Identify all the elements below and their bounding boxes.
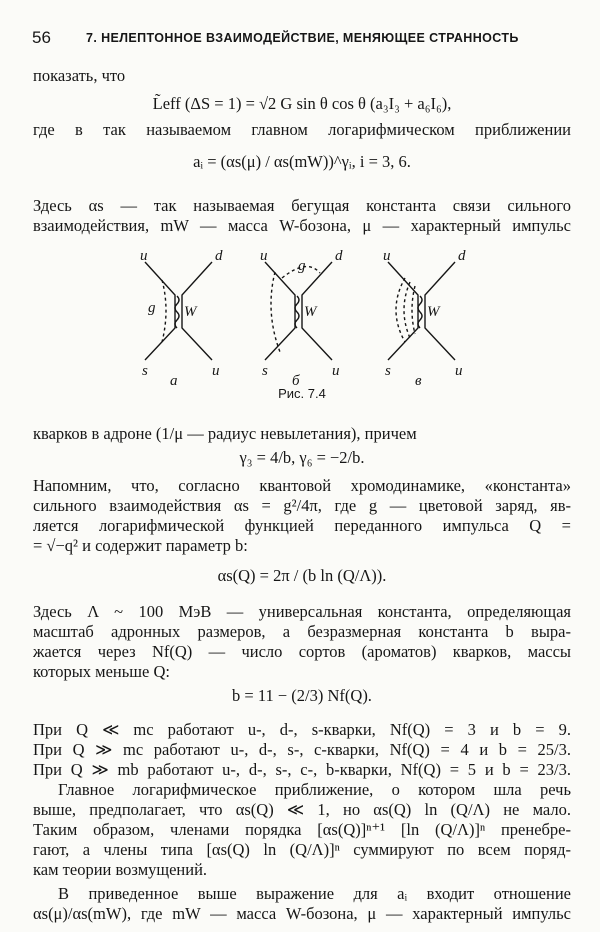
formula-b: b = 11 − (2/3) Nf(Q). <box>232 686 372 705</box>
text-line: гают, а члены типа [αs(Q) ln (Q/Λ)]ⁿ суммируют по всем поряд- <box>33 840 571 859</box>
gluon-line-c2 <box>404 282 410 338</box>
label-g: g <box>148 300 156 316</box>
gluon-line-c3 <box>412 286 415 334</box>
text-line: Здесь αs — так называемая бегущая константа связи сильного <box>33 196 571 215</box>
text-line: кам теории возмущений. <box>33 860 208 879</box>
text-line: Главное логарифмическое приближение, о котором шла речь <box>58 780 571 799</box>
text-line: При Q ≫ mb работают u-, d-, s-, c-, b-кварки, Nf(Q) = 5 и b = 23/3. <box>33 760 571 779</box>
text-line: αs(μ)/αs(mW), где mW — масса W-бозона, μ — характерный импульс <box>33 904 571 923</box>
label-d: d <box>335 250 343 264</box>
chapter-title: 7. НЕЛЕПТОННОЕ ВЗАИМОДЕЙСТВИЕ, МЕНЯЮЩЕЕ СТРАННОСТЬ <box>86 31 519 45</box>
text-line: В приведенное выше выражение для aᵢ входит отношение <box>58 884 571 903</box>
text-line: которых меньше Q: <box>33 662 170 681</box>
text-line: взаимодействия, mW — масса W-бозона, μ — характерный импульс <box>33 216 571 235</box>
label-d: d <box>458 250 466 264</box>
label-w: W <box>304 304 317 320</box>
gluon-line-c1 <box>396 278 405 342</box>
label-g: g <box>298 258 306 274</box>
gluon-line-a <box>162 280 166 342</box>
panel-label-b: б <box>292 373 300 385</box>
label-u: u <box>455 363 463 379</box>
panel-label-a: a <box>170 373 178 385</box>
formula-leff: L̃eff (ΔS = 1) = √2 G sin θ cos θ (a₃I₃ + a₆I₆), <box>152 94 452 113</box>
formula-ai: aᵢ = (αs(μ) / αs(mW))^γᵢ, i = 3, 6. <box>193 152 411 171</box>
text-line: = √−q² и содержит параметр b: <box>33 536 248 555</box>
text-line: сильного взаимодействия αs = g²/4π, где g — цветовой заряд, яв- <box>33 496 571 515</box>
label-s: s <box>262 363 268 379</box>
label-s: s <box>385 363 391 379</box>
text-line: ляется логарифмической функцией переданного импульса Q = <box>33 516 571 535</box>
text-line: жается через Nf(Q) — число сортов (ароматов) кварков, массы <box>33 642 571 661</box>
label-u: u <box>332 363 340 379</box>
text-line: показать, что <box>33 66 126 85</box>
text-line: выше, предполагает, что αs(Q) ≪ 1, но αs(Q) ln (Q/Λ) не мало. <box>33 800 571 819</box>
label-s: s <box>142 363 148 379</box>
running-header <box>32 28 572 48</box>
label-u: u <box>383 250 391 264</box>
text-line: масштаб адронных размеров, а безразмерная константа b выра- <box>33 622 571 641</box>
label-w: W <box>184 304 197 320</box>
text-line: При Q ≫ mc работают u-, d-, s-, c-кварки, Nf(Q) = 4 и b = 25/3. <box>33 740 571 759</box>
feynman-diagrams-figure <box>120 250 480 385</box>
label-u: u <box>140 250 148 264</box>
text-line: где в так называемом главном логарифмическом приближении <box>33 120 571 139</box>
page-number: 56 <box>32 28 51 47</box>
label-d: d <box>215 250 223 264</box>
text-line: Таким образом, членами порядка [αs(Q)]ⁿ⁺¹ [ln (Q/Λ)]ⁿ пренебре- <box>33 820 571 839</box>
label-w: W <box>427 304 440 320</box>
text-line: При Q ≪ mc работают u-, d-, s-кварки, Nf(Q) = 3 и b = 9. <box>33 720 571 739</box>
quark-line-c-left <box>388 262 418 360</box>
label-u: u <box>260 250 268 264</box>
formula-gamma: γ₃ = 4/b, γ₆ = −2/b. <box>239 448 365 467</box>
figure-caption: Рис. 7.4 <box>278 386 326 401</box>
text-line: кварков в адроне (1/μ — радиус невылетания), причем <box>33 424 417 443</box>
quark-line-b-left <box>265 262 295 360</box>
panel-label-c: в <box>415 373 422 385</box>
text-line: Напомним, что, согласно квантовой хромодинамике, «константа» <box>33 476 571 495</box>
gluon-line-b1 <box>271 272 280 352</box>
label-u: u <box>212 363 220 379</box>
text-line: Здесь Λ ~ 100 МэВ — универсальная константа, определяющая <box>33 602 571 621</box>
formula-alpha-s: αs(Q) = 2π / (b ln (Q/Λ)). <box>217 566 387 585</box>
